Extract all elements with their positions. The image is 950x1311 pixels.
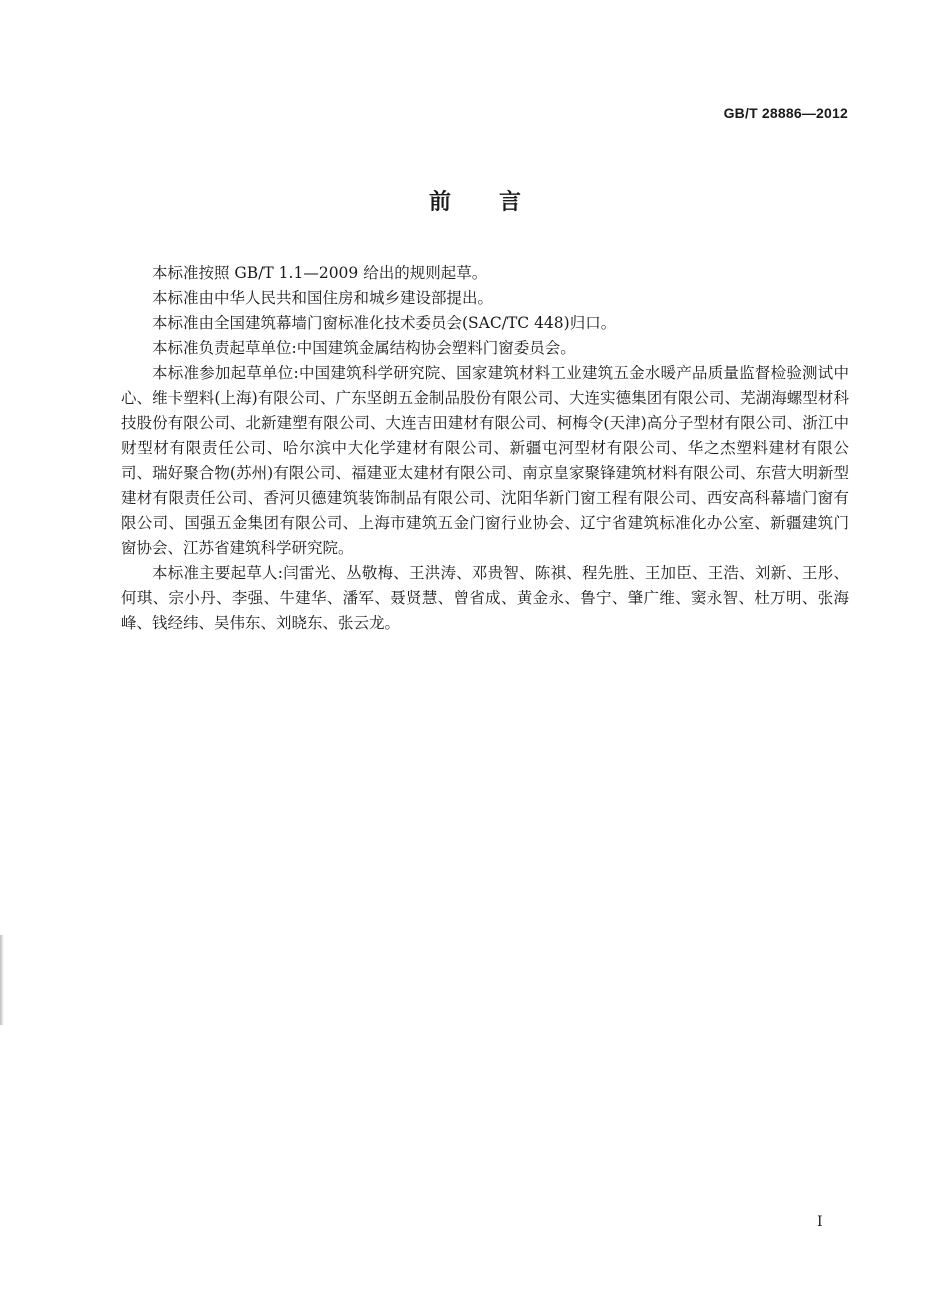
- foreword-body: [121, 261, 849, 636]
- page-title: 前言: [428, 190, 569, 215]
- paragraph-main-drafters: 本标准主要起草人:闫雷光、丛敬梅、王洪涛、邓贵智、陈祺、程先胜、王加臣、王浩、刘新、王彤、何琪、宗小丹、李强、牛建华、潘军、聂贤慧、曾省成、黄金永、鲁宁、肇广维、窦永智、杜万明、张海峰、钱经纬、吴伟东、刘晓东、张云龙。: [121, 564, 849, 632]
- paragraph-participating-drafters: 本标准参加起草单位:中国建筑科学研究院、国家建筑材料工业建筑五金水暖产品质量监督检验测试中心、维卡塑料(上海)有限公司、广东坚朗五金制品股份有限公司、大连实德集团有限公司、芜湖海螺型材科技股份有限公司、北新建塑有限公司、大连吉田建材有限公司、柯梅令(天津)高分子型材有限公司、浙江中财型材有限责任公司、哈尔滨中大化学建材有限公司、新疆屯河型材有限公司、华之杰塑料建材有限公司、瑞好聚合物(苏州)有限公司、福建亚太建材有限公司、南京皇家聚锋建筑材料有限公司、东营大明新型建材有限责任公司、香河贝德建筑装饰制品有限公司、沈阳华新门窗工程有限公司、西安高科幕墙门窗有限公司、国强五金集团有限公司、上海市建筑五金门窗行业协会、辽宁省建筑标准化办公室、新疆建筑门窗协会、江苏省建筑科学研究院。: [121, 364, 849, 557]
- scan-edge-mark: [0, 935, 4, 1025]
- paragraph-lead-drafter: 本标准负责起草单位:中国建筑金属结构协会塑料门窗委员会。: [152, 339, 576, 357]
- paragraph-drafting-rules: 本标准按照 GB/T 1.1—2009 给出的规则起草。: [152, 264, 488, 282]
- standard-number: GB/T 28886—2012: [723, 105, 848, 121]
- page-number: I: [817, 1214, 823, 1230]
- paragraph-proposer: 本标准由中华人民共和国住房和城乡建设部提出。: [152, 289, 494, 307]
- paragraph-technical-committee: 本标准由全国建筑幕墙门窗标准化技术委员会(SAC/TC 448)归口。: [152, 314, 617, 332]
